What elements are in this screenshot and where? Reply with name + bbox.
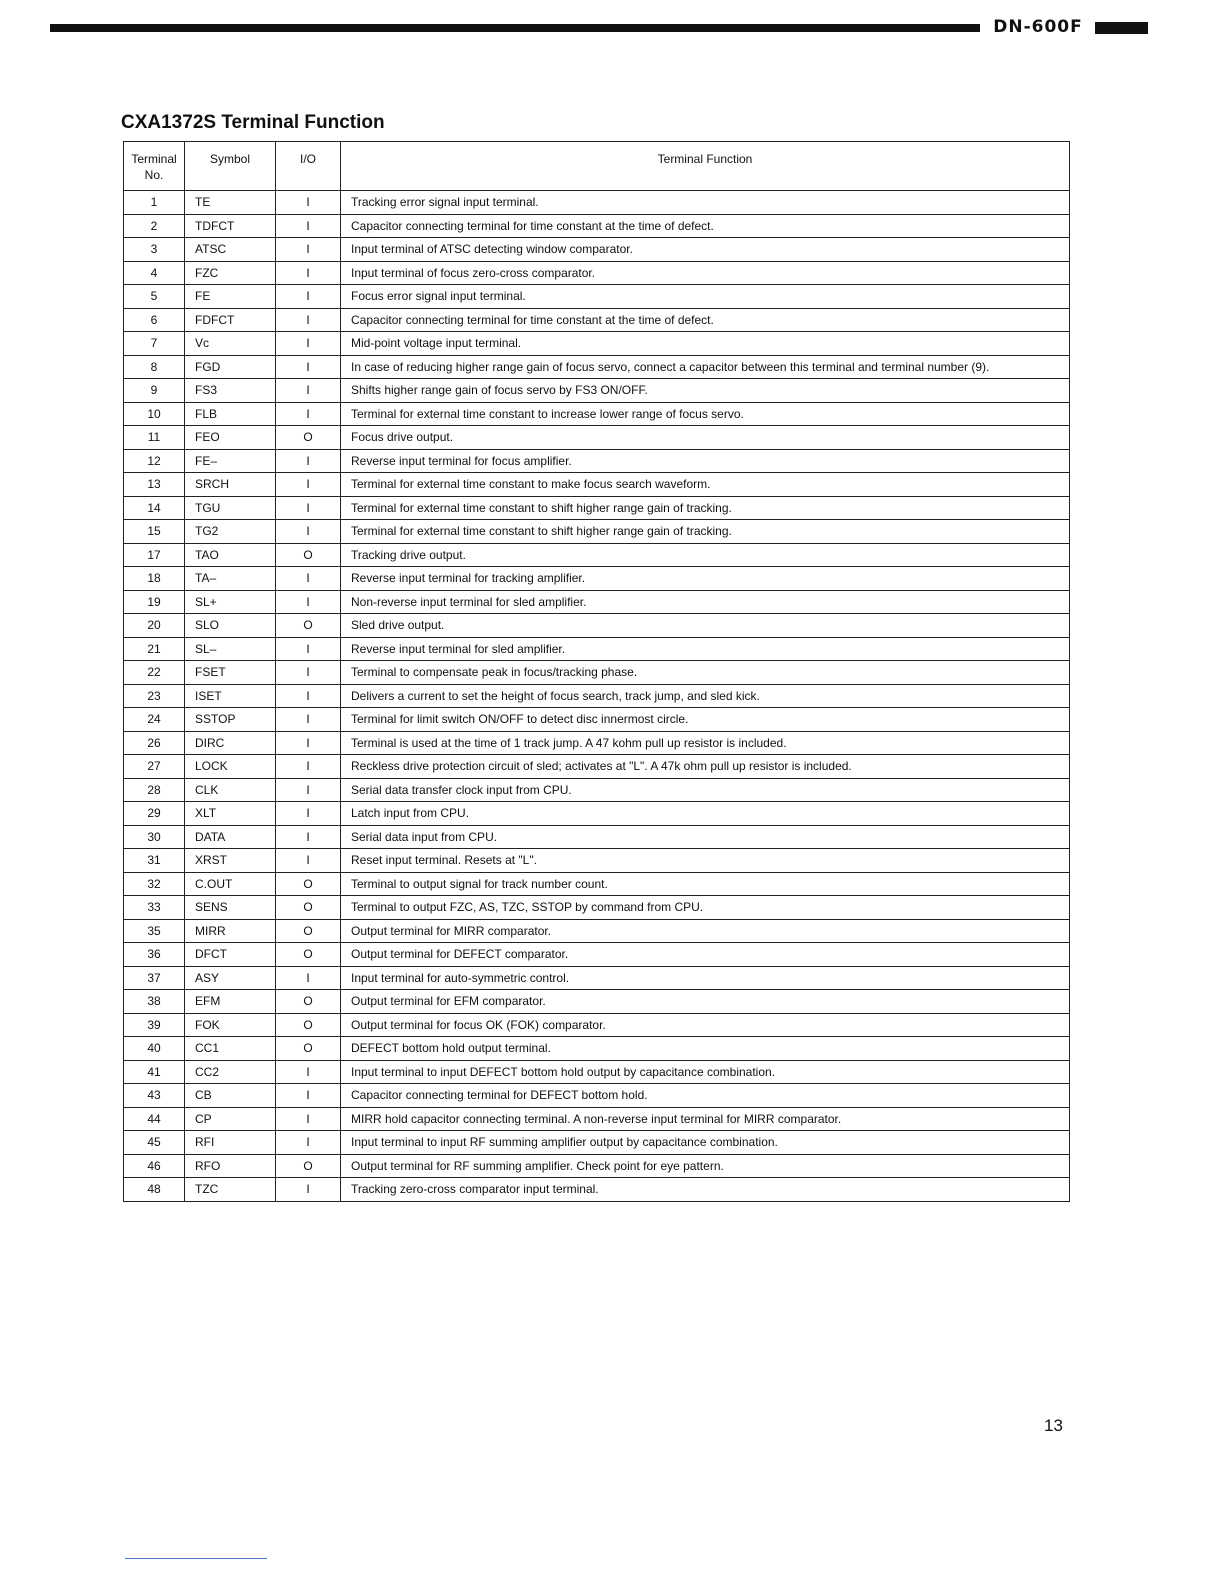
io-cell: I [276,261,341,285]
symbol-cell: TDFCT [185,214,276,238]
function-cell: Latch input from CPU. [341,802,1070,826]
column-header-symbol: Symbol [185,142,276,191]
terminal-no-cell: 30 [124,825,185,849]
io-cell: I [276,214,341,238]
header-rule-left [50,24,980,32]
io-cell: I [276,402,341,426]
table-row [124,332,1070,356]
terminal-no-cell: 38 [124,990,185,1014]
function-cell: MIRR hold capacitor connecting terminal. A non-reverse input terminal for MIRR comparator. [341,1107,1070,1131]
table-row [124,919,1070,943]
table-row [124,1060,1070,1084]
terminal-no-cell: 29 [124,802,185,826]
column-header-terminal-no: Terminal No. [124,142,185,191]
symbol-cell: FDFCT [185,308,276,332]
symbol-cell: C.OUT [185,872,276,896]
function-cell: Output terminal for DEFECT comparator. [341,943,1070,967]
function-cell: Terminal to output signal for track number count. [341,872,1070,896]
symbol-cell: SLO [185,614,276,638]
symbol-cell: TA– [185,567,276,591]
io-cell: I [276,731,341,755]
terminal-no-cell: 14 [124,496,185,520]
io-cell: I [276,1084,341,1108]
column-header-function: Terminal Function [341,142,1070,191]
terminal-no-cell: 8 [124,355,185,379]
symbol-cell: TAO [185,543,276,567]
symbol-cell: FOK [185,1013,276,1037]
terminal-no-cell: 27 [124,755,185,779]
function-cell: In case of reducing higher range gain of focus servo, connect a capacitor between this terminal and terminal number (9). [341,355,1070,379]
function-cell: Reset input terminal. Resets at "L". [341,849,1070,873]
symbol-cell: SSTOP [185,708,276,732]
table-row [124,520,1070,544]
io-cell: O [276,543,341,567]
terminal-no-cell: 28 [124,778,185,802]
symbol-cell: EFM [185,990,276,1014]
table-row [124,684,1070,708]
symbol-cell: MIRR [185,919,276,943]
function-cell: Serial data input from CPU. [341,825,1070,849]
table-row [124,402,1070,426]
function-cell: Focus drive output. [341,426,1070,450]
symbol-cell: FZC [185,261,276,285]
function-cell: Capacitor connecting terminal for DEFECT bottom hold. [341,1084,1070,1108]
function-cell: Input terminal to input DEFECT bottom hold output by capacitance combination. [341,1060,1070,1084]
io-cell: O [276,614,341,638]
symbol-cell: CC2 [185,1060,276,1084]
symbol-cell: TG2 [185,520,276,544]
function-cell: Terminal for external time constant to increase lower range of focus servo. [341,402,1070,426]
io-cell: I [276,684,341,708]
symbol-cell: FE [185,285,276,309]
function-cell: Terminal for external time constant to make focus search waveform. [341,473,1070,497]
symbol-cell: TE [185,191,276,215]
column-header-io: I/O [276,142,341,191]
table-row [124,261,1070,285]
symbol-cell: FE– [185,449,276,473]
table-row [124,426,1070,450]
table-row [124,285,1070,309]
io-cell: O [276,896,341,920]
function-cell: Output terminal for EFM comparator. [341,990,1070,1014]
terminal-no-cell: 33 [124,896,185,920]
table-row [124,661,1070,685]
table-row [124,590,1070,614]
io-cell: O [276,426,341,450]
function-cell: Tracking drive output. [341,543,1070,567]
table-row [124,238,1070,262]
function-cell: Shifts higher range gain of focus servo by FS3 ON/OFF. [341,379,1070,403]
io-cell: I [276,708,341,732]
terminal-no-cell: 24 [124,708,185,732]
terminal-no-cell: 11 [124,426,185,450]
table-row [124,543,1070,567]
io-cell: I [276,590,341,614]
symbol-cell: LOCK [185,755,276,779]
table-row [124,614,1070,638]
table-row [124,637,1070,661]
io-cell: I [276,1178,341,1202]
io-cell: I [276,332,341,356]
function-cell: Terminal to output FZC, AS, TZC, SSTOP by command from CPU. [341,896,1070,920]
symbol-cell: TZC [185,1178,276,1202]
io-cell: I [276,355,341,379]
symbol-cell: DIRC [185,731,276,755]
function-cell: Output terminal for MIRR comparator. [341,919,1070,943]
terminal-no-cell: 22 [124,661,185,685]
terminal-no-cell: 2 [124,214,185,238]
function-cell: Sled drive output. [341,614,1070,638]
terminal-no-cell: 46 [124,1154,185,1178]
table-row [124,755,1070,779]
table-row [124,449,1070,473]
table-row [124,943,1070,967]
terminal-no-cell: 40 [124,1037,185,1061]
function-cell: Output terminal for focus OK (FOK) comparator. [341,1013,1070,1037]
table-row [124,1154,1070,1178]
terminal-no-cell: 43 [124,1084,185,1108]
function-cell: Input terminal of ATSC detecting window comparator. [341,238,1070,262]
function-cell: Reverse input terminal for tracking amplifier. [341,567,1070,591]
io-cell: I [276,285,341,309]
function-cell: Mid-point voltage input terminal. [341,332,1070,356]
terminal-no-cell: 12 [124,449,185,473]
io-cell: I [276,520,341,544]
function-cell: Input terminal to input RF summing amplifier output by capacitance combination. [341,1131,1070,1155]
symbol-cell: CP [185,1107,276,1131]
io-cell: I [276,661,341,685]
table-row [124,778,1070,802]
terminal-no-cell: 48 [124,1178,185,1202]
io-cell: O [276,1013,341,1037]
function-cell: Focus error signal input terminal. [341,285,1070,309]
io-cell: O [276,872,341,896]
io-cell: I [276,778,341,802]
table-row [124,872,1070,896]
symbol-cell: CC1 [185,1037,276,1061]
terminal-no-cell: 15 [124,520,185,544]
function-cell: Input terminal for auto-symmetric control. [341,966,1070,990]
function-cell: Tracking error signal input terminal. [341,191,1070,215]
terminal-no-cell: 18 [124,567,185,591]
function-cell: Terminal is used at the time of 1 track jump. A 47 kohm pull up resistor is included. [341,731,1070,755]
symbol-cell: SL+ [185,590,276,614]
io-cell: I [276,966,341,990]
table-row [124,708,1070,732]
terminal-no-cell: 36 [124,943,185,967]
io-cell: O [276,1154,341,1178]
io-cell: O [276,1037,341,1061]
table-row [124,1037,1070,1061]
io-cell: I [276,379,341,403]
page-number: 13 [1044,1416,1063,1435]
terminal-no-cell: 6 [124,308,185,332]
function-cell: Serial data transfer clock input from CPU. [341,778,1070,802]
io-cell: I [276,1107,341,1131]
table-row [124,1178,1070,1202]
terminal-no-cell: 45 [124,1131,185,1155]
symbol-cell: ASY [185,966,276,990]
terminal-no-cell: 9 [124,379,185,403]
function-cell: Delivers a current to set the height of focus search, track jump, and sled kick. [341,684,1070,708]
io-cell: I [276,1060,341,1084]
table-row [124,1107,1070,1131]
terminal-no-cell: 39 [124,1013,185,1037]
function-cell: Terminal for limit switch ON/OFF to detect disc innermost circle. [341,708,1070,732]
table-row [124,896,1070,920]
symbol-cell: FEO [185,426,276,450]
table-row [124,825,1070,849]
terminal-no-cell: 31 [124,849,185,873]
header-bar [50,17,1148,37]
io-cell: I [276,1131,341,1155]
table-row [124,567,1070,591]
symbol-cell: FSET [185,661,276,685]
terminal-no-cell: 21 [124,637,185,661]
io-cell: I [276,802,341,826]
io-cell: O [276,943,341,967]
io-cell: I [276,849,341,873]
header-rule-right [1095,22,1148,34]
symbol-cell: FS3 [185,379,276,403]
table-row [124,191,1070,215]
symbol-cell: DATA [185,825,276,849]
symbol-cell: DFCT [185,943,276,967]
function-cell: Reckless drive protection circuit of sled; activates at "L". A 47k ohm pull up resistor is included. [341,755,1070,779]
function-cell: Reverse input terminal for focus amplifier. [341,449,1070,473]
symbol-cell: FGD [185,355,276,379]
symbol-cell: XLT [185,802,276,826]
table-row [124,1084,1070,1108]
io-cell: O [276,919,341,943]
table-row [124,308,1070,332]
function-cell: Input terminal of focus zero-cross comparator. [341,261,1070,285]
symbol-cell: TGU [185,496,276,520]
terminal-no-cell: 5 [124,285,185,309]
table-row [124,473,1070,497]
table-row [124,379,1070,403]
io-cell: I [276,496,341,520]
terminal-no-cell: 19 [124,590,185,614]
footer-rule [125,1558,267,1559]
io-cell: I [276,238,341,262]
io-cell: I [276,637,341,661]
table-row [124,802,1070,826]
io-cell: O [276,990,341,1014]
table-row [124,355,1070,379]
symbol-cell: FLB [185,402,276,426]
table-row [124,731,1070,755]
function-cell: Terminal for external time constant to shift higher range gain of tracking. [341,520,1070,544]
terminal-no-cell: 7 [124,332,185,356]
symbol-cell: Vc [185,332,276,356]
symbol-cell: CB [185,1084,276,1108]
table-row [124,214,1070,238]
terminal-no-cell: 41 [124,1060,185,1084]
table-row [124,966,1070,990]
function-cell: Output terminal for RF summing amplifier. Check point for eye pattern. [341,1154,1070,1178]
io-cell: I [276,308,341,332]
symbol-cell: ATSC [185,238,276,262]
symbol-cell: RFI [185,1131,276,1155]
symbol-cell: CLK [185,778,276,802]
table-row [124,496,1070,520]
io-cell: I [276,755,341,779]
terminal-no-cell: 10 [124,402,185,426]
io-cell: I [276,567,341,591]
function-cell: DEFECT bottom hold output terminal. [341,1037,1070,1061]
terminal-function-table [123,141,1070,1202]
terminal-no-cell: 32 [124,872,185,896]
symbol-cell: RFO [185,1154,276,1178]
table-row [124,990,1070,1014]
function-cell: Capacitor connecting terminal for time constant at the time of defect. [341,308,1070,332]
terminal-no-cell: 37 [124,966,185,990]
io-cell: I [276,473,341,497]
terminal-no-cell: 26 [124,731,185,755]
terminal-no-cell: 44 [124,1107,185,1131]
table-row [124,1013,1070,1037]
symbol-cell: SRCH [185,473,276,497]
table-row [124,1131,1070,1155]
terminal-no-cell: 35 [124,919,185,943]
terminal-no-cell: 3 [124,238,185,262]
function-cell: Terminal to compensate peak in focus/tracking phase. [341,661,1070,685]
terminal-no-cell: 13 [124,473,185,497]
io-cell: I [276,449,341,473]
function-cell: Reverse input terminal for sled amplifier. [341,637,1070,661]
function-cell: Tracking zero-cross comparator input terminal. [341,1178,1070,1202]
symbol-cell: ISET [185,684,276,708]
io-cell: I [276,191,341,215]
terminal-no-cell: 17 [124,543,185,567]
terminal-no-cell: 20 [124,614,185,638]
function-cell: Non-reverse input terminal for sled amplifier. [341,590,1070,614]
io-cell: I [276,825,341,849]
table-header-row [124,142,1070,191]
symbol-cell: XRST [185,849,276,873]
symbol-cell: SL– [185,637,276,661]
terminal-no-cell: 1 [124,191,185,215]
function-cell: Capacitor connecting terminal for time constant at the time of defect. [341,214,1070,238]
symbol-cell: SENS [185,896,276,920]
terminal-no-cell: 4 [124,261,185,285]
model-name: DN-600F [993,17,1083,37]
table-row [124,849,1070,873]
section-title: CXA1372S Terminal Function [121,112,385,133]
function-cell: Terminal for external time constant to shift higher range gain of tracking. [341,496,1070,520]
terminal-no-cell: 23 [124,684,185,708]
